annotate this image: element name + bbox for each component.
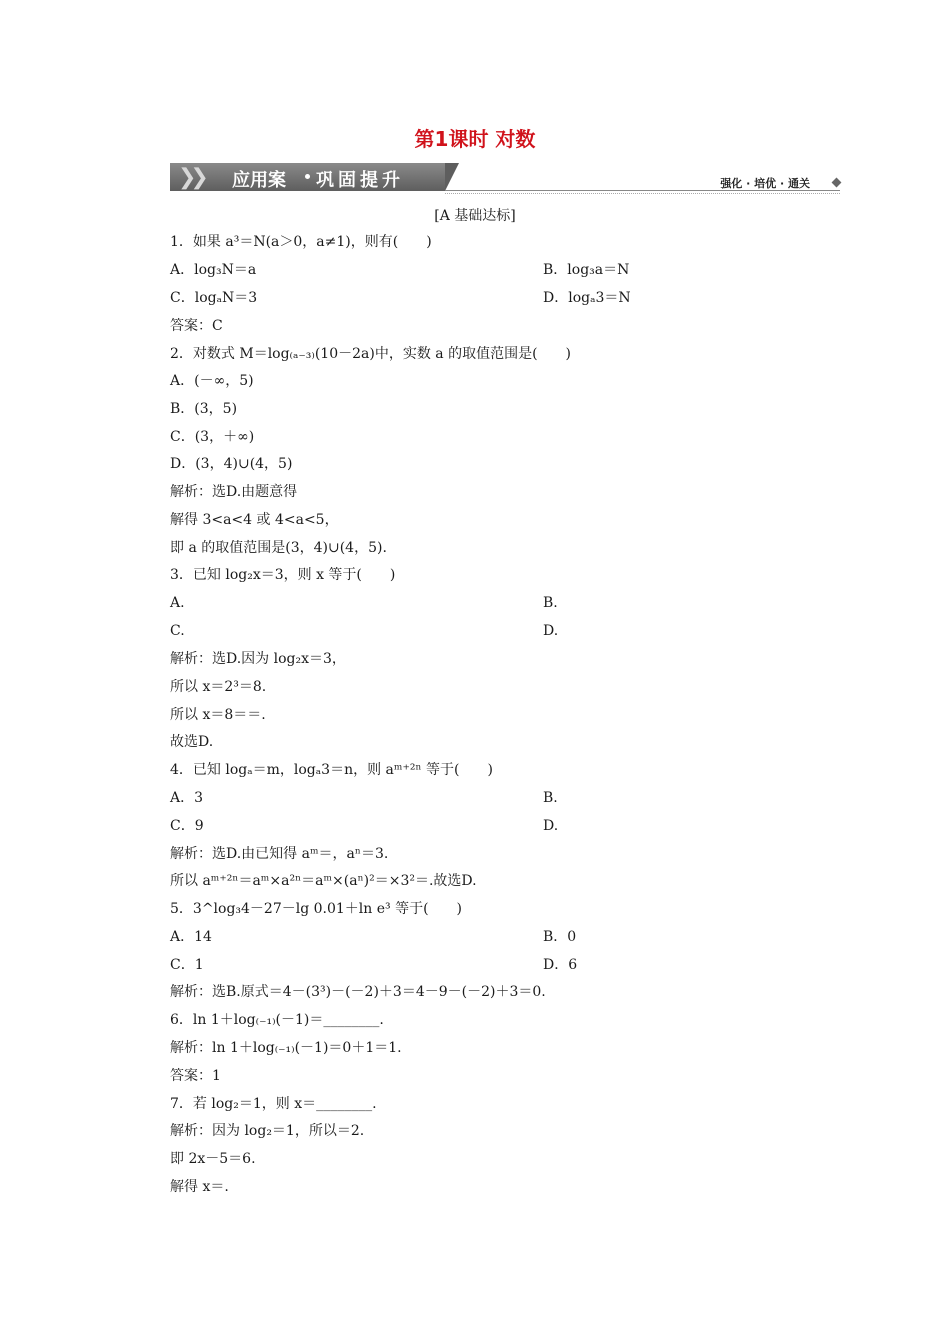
q5-option-d: D．6	[543, 957, 578, 973]
q1-option-d: D．logₐ3＝N	[543, 290, 631, 306]
q7-solution-1: 解析：因为 log₂＝1，所以＝2.	[170, 1123, 365, 1139]
banner-right-label: 巩固提升	[316, 170, 404, 191]
q1-option-a: A．log₃N＝a	[170, 262, 257, 278]
q3-option-a: A.	[170, 595, 185, 611]
q2-option-d: D．(3，4)∪(4，5)	[170, 456, 293, 472]
q3-solution-2: 所以 x＝2³＝8.	[170, 679, 267, 695]
q3-solution-1: 解析：选D.因为 log₂x＝3，	[170, 651, 346, 667]
q1-answer: 答案：C	[170, 318, 223, 334]
q6-answer: 答案：1	[170, 1068, 221, 1084]
q2-option-a: A．(－∞，5)	[170, 373, 254, 389]
q4-solution-1: 解析：选D.由已知得 aᵐ＝，aⁿ＝3.	[170, 846, 389, 862]
question-1: 1．如果 a³＝N(a＞0，a≠1)，则有( )	[170, 234, 432, 250]
q3-option-d: D.	[543, 623, 559, 639]
q5-option-a: A．14	[170, 929, 212, 945]
banner-dotted-rule	[445, 193, 840, 194]
question-5: 5．3^log₃4－27－lg 0.01＋ln e³ 等于( )	[170, 901, 463, 917]
q2-option-c: C．(3，＋∞)	[170, 429, 255, 445]
q2-option-b: B．(3，5)	[170, 401, 238, 417]
q1-option-b: B．log₃a＝N	[543, 262, 630, 278]
q5-solution-1: 解析：选B.原式＝4－(3³)－(－2)＋3＝4－9－(－2)＋3＝0.	[170, 984, 546, 1000]
q3-option-b: B.	[543, 595, 558, 611]
banner-tail	[445, 163, 459, 191]
q4-option-c: C．9	[170, 818, 204, 834]
q2-solution-3: 即 a 的取值范围是(3，4)∪(4，5).	[170, 540, 387, 556]
q4-solution-2: 所以 aᵐ⁺²ⁿ＝aᵐ×a²ⁿ＝aᵐ×(aⁿ)²＝×3²＝.故选D.	[170, 873, 477, 889]
question-2: 2．对数式 M＝log₍ₐ₋₃₎(10－2a)中，实数 a 的取值范围是( )	[170, 346, 572, 362]
q2-solution-1: 解析：选D.由题意得	[170, 484, 298, 500]
q3-solution-4: 故选D.	[170, 734, 214, 750]
double-chevron-icon: ❯❯	[178, 165, 203, 190]
q1-option-c: C．logₐN＝3	[170, 290, 258, 306]
banner-left-label: 应用案	[232, 170, 286, 191]
q5-option-c: C．1	[170, 957, 204, 973]
question-3: 3．已知 log₂x＝3，则 x 等于( )	[170, 567, 396, 583]
q5-option-b: B．0	[543, 929, 577, 945]
q4-option-d: D.	[543, 818, 559, 834]
q3-option-c: C.	[170, 623, 185, 639]
q2-solution-2: 解得 3<a<4 或 4<a<5，	[170, 512, 339, 528]
q4-option-a: A．3	[170, 790, 204, 806]
q3-solution-3: 所以 x＝8＝＝.	[170, 707, 266, 723]
q6-solution-1: 解析：ln 1＋log₍₋₁₎(－1)＝0＋1＝1.	[170, 1040, 402, 1056]
banner-tagline: 强化 · 培优 · 通关	[720, 177, 810, 190]
question-4: 4．已知 logₐ＝m，logₐ3＝n，则 aᵐ⁺²ⁿ 等于( )	[170, 762, 493, 778]
question-7: 7．若 log₂＝1，则 x＝________.	[170, 1096, 377, 1112]
q7-solution-2: 即 2x－5＝6.	[170, 1151, 256, 1167]
q7-solution-3: 解得 x＝.	[170, 1179, 229, 1195]
q4-option-b: B.	[543, 790, 558, 806]
diamond-icon	[832, 178, 842, 188]
page-title: 第1课时 对数	[414, 127, 536, 151]
section-banner	[170, 163, 840, 193]
banner-dot	[305, 174, 310, 179]
question-6: 6．ln 1＋log₍₋₁₎(－1)＝________.	[170, 1012, 384, 1028]
section-heading: [A 基础达标]	[434, 208, 516, 224]
